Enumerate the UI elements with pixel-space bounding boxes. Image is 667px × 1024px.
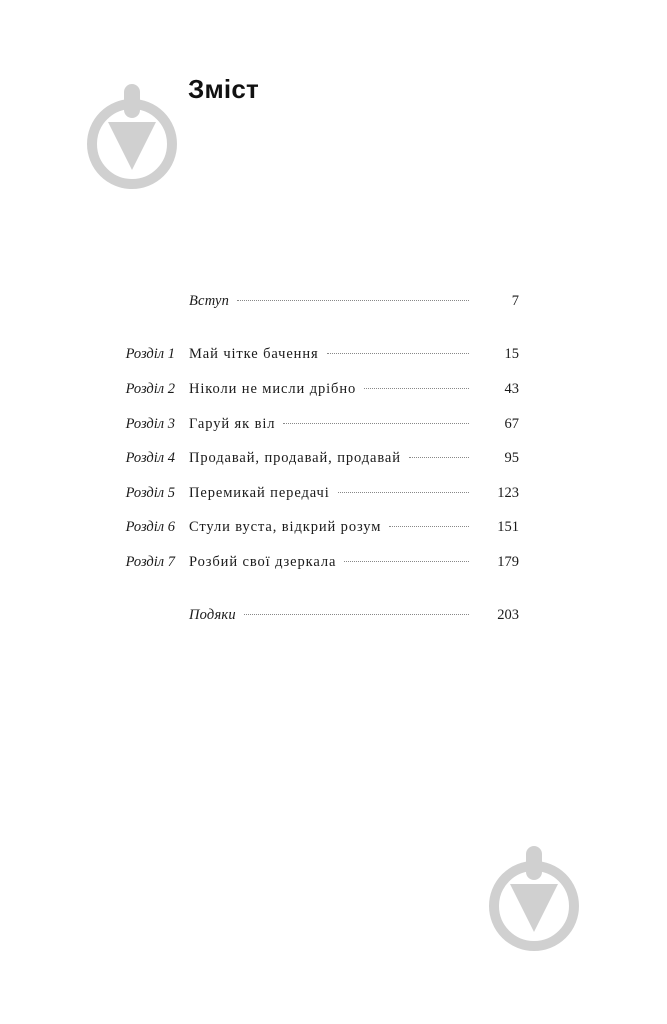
toc-entry-intro[interactable] — [0, 293, 667, 315]
toc-entry-chapter-4[interactable] — [0, 450, 667, 472]
dot-leader — [364, 387, 469, 389]
toc-entry — [189, 607, 469, 624]
dot-leader — [344, 560, 469, 562]
chapter-number: Розділ 4 — [125, 450, 175, 466]
chapter-number: Розділ 7 — [125, 554, 175, 570]
bookmark-drop-icon — [488, 846, 580, 954]
entry-title: Стули вуста, відкрий розум — [189, 519, 382, 535]
toc-entry — [189, 416, 469, 433]
page-number: 15 — [504, 346, 519, 362]
chapter-number: Розділ 2 — [125, 381, 175, 397]
entry-title: Продавай, продавай, продавай — [189, 450, 401, 466]
bookmark-drop-icon — [86, 84, 178, 192]
page-title: Зміст — [188, 74, 259, 104]
entry-title: Розбий свої дзеркала — [189, 554, 337, 570]
page-number: 7 — [511, 293, 519, 309]
dot-leader — [237, 299, 469, 301]
page-number: 43 — [504, 381, 519, 397]
dot-leader — [409, 456, 469, 458]
toc-entry — [189, 519, 469, 536]
toc-entry-chapter-5[interactable] — [0, 485, 667, 507]
dot-leader — [338, 491, 469, 493]
toc-entry — [189, 554, 469, 571]
toc-entry-acknowledgements[interactable] — [0, 607, 667, 629]
toc-entry-chapter-7[interactable] — [0, 554, 667, 576]
toc-entry — [189, 485, 469, 502]
dot-leader — [244, 613, 469, 615]
chapter-number: Розділ 3 — [125, 416, 175, 432]
entry-title: Перемикай передачі — [189, 485, 330, 501]
entry-title: Подяки — [189, 607, 236, 623]
toc-entry — [189, 450, 469, 467]
toc-entry — [189, 293, 469, 310]
dot-leader — [389, 525, 469, 527]
page-number: 151 — [497, 519, 519, 535]
entry-title: Гаруй як віл — [189, 416, 276, 432]
page-number: 95 — [504, 450, 519, 466]
page-number: 179 — [497, 554, 519, 570]
dot-leader — [327, 352, 469, 354]
entry-title: Ніколи не мисли дрібно — [189, 381, 357, 397]
entry-title: Май чітке бачення — [189, 346, 319, 362]
dot-leader — [283, 422, 469, 424]
chapter-number: Розділ 1 — [125, 346, 175, 362]
toc-entry — [189, 346, 469, 363]
toc-entry-chapter-6[interactable] — [0, 519, 667, 541]
page-number: 203 — [497, 607, 519, 623]
page-number: 67 — [504, 416, 519, 432]
chapter-number: Розділ 5 — [125, 485, 175, 501]
chapter-number: Розділ 6 — [125, 519, 175, 535]
entry-title: Вступ — [189, 293, 230, 309]
toc-entry-chapter-2[interactable] — [0, 381, 667, 403]
toc-entry-chapter-3[interactable] — [0, 416, 667, 438]
toc-entry — [189, 381, 469, 398]
page-number: 123 — [497, 485, 519, 501]
toc-entry-chapter-1[interactable] — [0, 346, 667, 368]
